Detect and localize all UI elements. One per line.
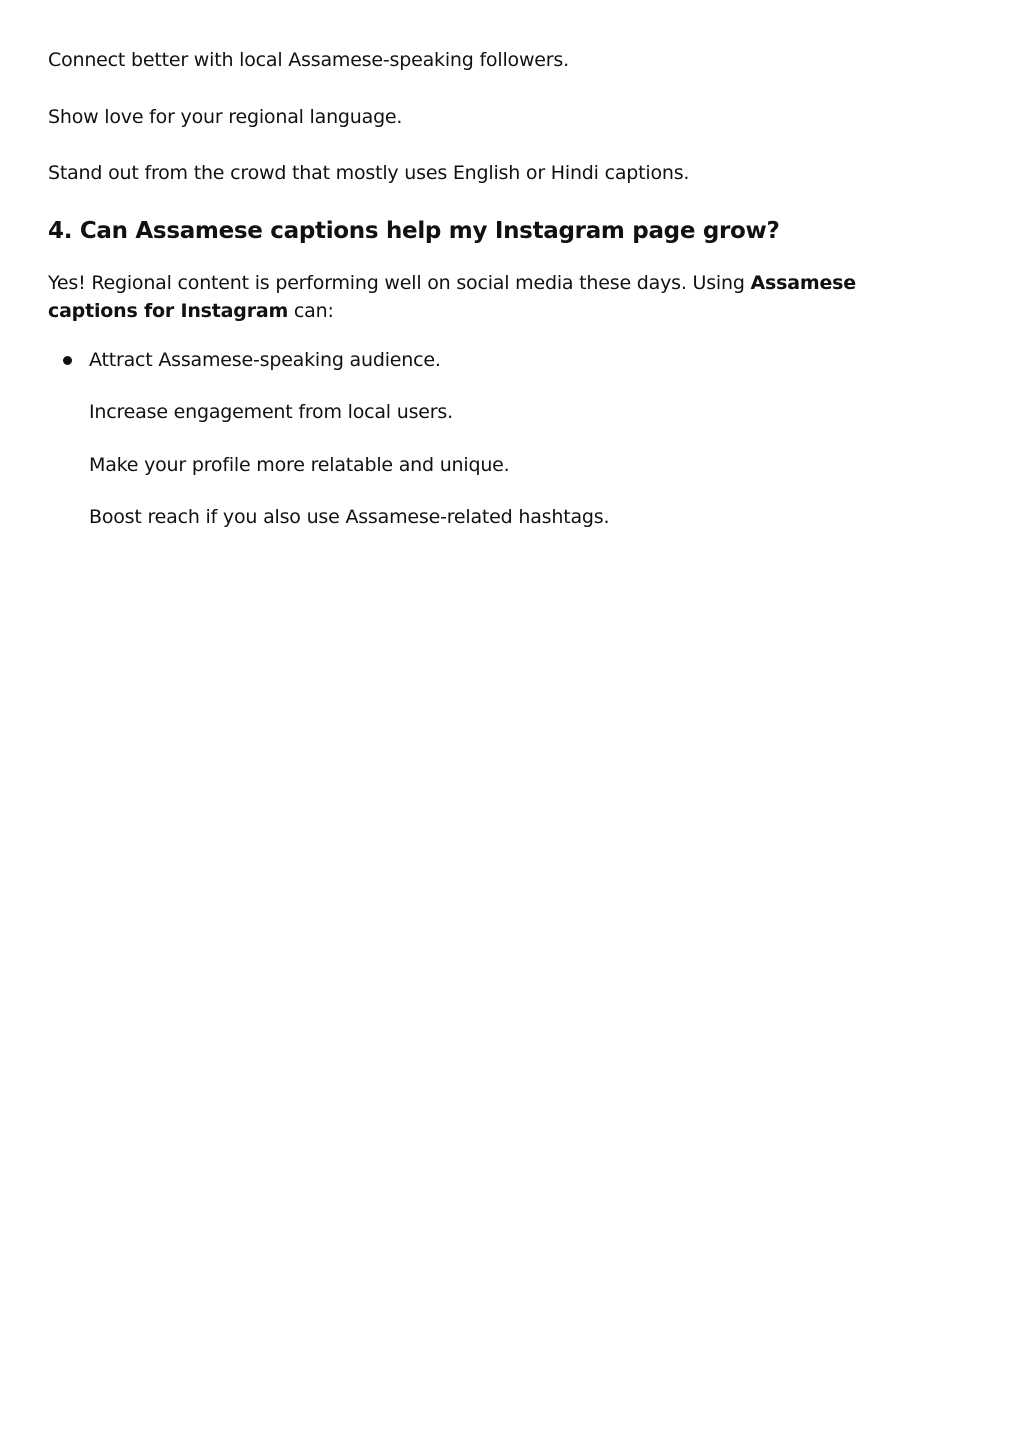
intro-bold-phrase: Assamese captions for Instagram — [48, 272, 856, 322]
list-item: Boost reach if you also use Assamese-related hashtags. — [89, 506, 610, 528]
paragraph-stand-out: Stand out from the crowd that mostly uses English or Hindi captions. — [48, 162, 690, 184]
section-heading: 4. Can Assamese captions help my Instagram page grow? — [48, 218, 780, 244]
section-intro — [48, 269, 948, 325]
bullet-icon — [63, 356, 72, 365]
intro-text-end: can: — [288, 300, 334, 322]
list-item: Attract Assamese-speaking audience. — [89, 349, 441, 371]
paragraph-connect: Connect better with local Assamese-speaking followers. — [48, 49, 569, 71]
paragraph-show-love: Show love for your regional language. — [48, 106, 403, 128]
list-item: Make your profile more relatable and unique. — [89, 454, 510, 476]
list-item: Increase engagement from local users. — [89, 401, 453, 423]
intro-text-start: Yes! Regional content is performing well on social media these days. Using — [48, 272, 751, 294]
